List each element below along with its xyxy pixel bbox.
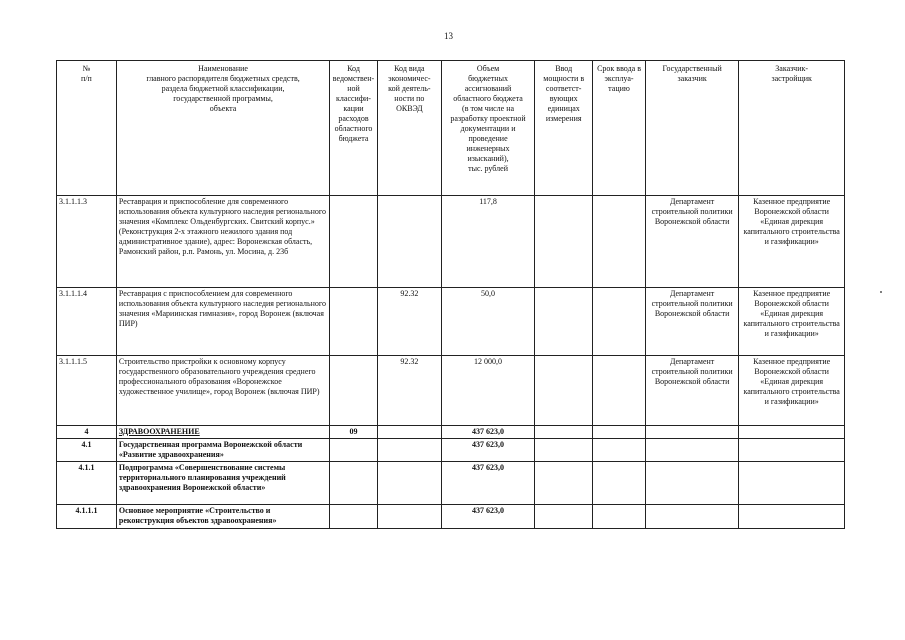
col-volume-header: Объем бюджетных ассигнований областного бюджета (в том числе на разработку проектной документации и проведение инженерных изысканий), тыс. рублей xyxy=(450,64,526,173)
row-capacity xyxy=(535,356,593,426)
row-okved xyxy=(377,505,441,529)
row-term xyxy=(593,439,646,462)
row-customer xyxy=(645,505,738,529)
row-vk xyxy=(330,462,378,505)
row-volume: 437 623,0 xyxy=(441,439,534,462)
row-volume: 12 000,0 xyxy=(441,356,534,426)
row-name: Реставрация с приспособлением для современного использования объекта культурного наследия регионального значения «Мариинская гимназия», город Воронеж (включая ПИР) xyxy=(116,288,329,356)
objects-table xyxy=(56,60,845,529)
row-num: 3.1.1.1.5 xyxy=(57,356,117,426)
row-okved: 92.32 xyxy=(377,288,441,356)
row-volume: 437 623,0 xyxy=(441,426,534,439)
row-developer: Казенное предприятие Воронежской области «Единая дирекция капитального строительства и газификации» xyxy=(739,196,845,288)
row-vk xyxy=(330,356,378,426)
col-okved-header: Код вида экономичес- кой деятель- ности по ОКВЭД xyxy=(388,64,431,113)
row-developer: Казенное предприятие Воронежской области «Единая дирекция капитального строительства и газификации» xyxy=(739,288,845,356)
table-row xyxy=(57,356,845,426)
header-cell xyxy=(441,61,534,196)
row-capacity xyxy=(535,426,593,439)
header-cell xyxy=(593,61,646,196)
row-developer: Казенное предприятие Воронежской области «Единая дирекция капитального строительства и газификации» xyxy=(739,356,845,426)
row-num: 4 xyxy=(57,426,117,439)
row-capacity xyxy=(535,505,593,529)
row-vk xyxy=(330,196,378,288)
row-customer: Департамент строительной политики Воронежской области xyxy=(645,356,738,426)
row-vk xyxy=(330,288,378,356)
header-cell xyxy=(739,61,845,196)
row-customer: Департамент строительной политики Воронежской области xyxy=(645,196,738,288)
col-term-header: Срок ввода в эксплуа- тацию xyxy=(597,64,641,93)
header-cell xyxy=(535,61,593,196)
row-customer xyxy=(645,426,738,439)
col-capacity-header: Ввод мощности в соответст- вующих единицах измерения xyxy=(543,64,585,123)
page-number: 13 xyxy=(444,31,453,41)
row-num: 3.1.1.1.4 xyxy=(57,288,117,356)
row-num: 4.1.1.1 xyxy=(57,505,117,529)
row-num: 4.1 xyxy=(57,439,117,462)
header-cell xyxy=(377,61,441,196)
row-name: Государственная программа Воронежской области «Развитие здравоохранения» xyxy=(116,439,329,462)
row-okved xyxy=(377,196,441,288)
row-name: Основное мероприятие «Строительство и реконструкция объектов здравоохранения» xyxy=(116,505,329,529)
row-num: 4.1.1 xyxy=(57,462,117,505)
col-name-header: Наименование главного распорядителя бюджетных средств, раздела бюджетной классификации, государственной программы, объекта xyxy=(146,64,300,113)
row-developer xyxy=(739,505,845,529)
row-capacity xyxy=(535,196,593,288)
row-num: 3.1.1.1.3 xyxy=(57,196,117,288)
row-vk xyxy=(330,439,378,462)
col-customer-header: Государственный заказчик xyxy=(662,64,722,83)
header-row xyxy=(57,61,845,196)
row-term xyxy=(593,196,646,288)
header-cell xyxy=(330,61,378,196)
row-vk xyxy=(330,505,378,529)
table-row-measure xyxy=(57,505,845,529)
row-customer xyxy=(645,462,738,505)
row-volume: 117,8 xyxy=(441,196,534,288)
row-name: Строительство пристройки к основному корпусу государственного образовательного учреждения среднего профессионального образования «Воронежское художественное училище», город Воронеж (включая ПИР) xyxy=(116,356,329,426)
row-term xyxy=(593,505,646,529)
row-term xyxy=(593,288,646,356)
row-developer xyxy=(739,426,845,439)
row-okved xyxy=(377,426,441,439)
row-volume: 437 623,0 xyxy=(441,462,534,505)
table-row-subprogram xyxy=(57,462,845,505)
header-cell xyxy=(645,61,738,196)
table-row-program xyxy=(57,439,845,462)
table-row xyxy=(57,288,845,356)
row-vk: 09 xyxy=(330,426,378,439)
table-row-section xyxy=(57,426,845,439)
col-developer-header: Заказчик- застройщик xyxy=(771,64,812,83)
row-name: Реставрация и приспособление для современного использования объекта культурного наследия регионального значения «Комплекс Ольденбургских. Свитский корпус.» (Реконструкция 2-х этажного нежилого здания под административное здание), адрес: Воронежская область, Рамонский район, р.п. Рамонь, ул. Мосина, д. 23б xyxy=(116,196,329,288)
row-name: ЗДРАВООХРАНЕНИЕ xyxy=(116,426,329,439)
row-capacity xyxy=(535,439,593,462)
row-customer xyxy=(645,439,738,462)
row-developer xyxy=(739,439,845,462)
row-developer xyxy=(739,462,845,505)
row-okved: 92.32 xyxy=(377,356,441,426)
table-row xyxy=(57,196,845,288)
row-volume: 50,0 xyxy=(441,288,534,356)
row-name: Подпрограмма «Совершенствование системы территориального планирования учреждений здравоохранения Воронежской области» xyxy=(116,462,329,505)
row-term xyxy=(593,356,646,426)
row-okved xyxy=(377,439,441,462)
col-num-header: № п/п xyxy=(81,64,92,83)
header-cell xyxy=(116,61,329,196)
scan-speck xyxy=(880,291,882,293)
header-cell xyxy=(57,61,117,196)
row-term xyxy=(593,426,646,439)
row-capacity xyxy=(535,288,593,356)
row-capacity xyxy=(535,462,593,505)
col-vk-header: Код ведомствен- ной классифи- кации расходов областного бюджета xyxy=(332,64,375,143)
row-term xyxy=(593,462,646,505)
row-okved xyxy=(377,462,441,505)
row-customer: Департамент строительной политики Воронежской области xyxy=(645,288,738,356)
row-volume: 437 623,0 xyxy=(441,505,534,529)
